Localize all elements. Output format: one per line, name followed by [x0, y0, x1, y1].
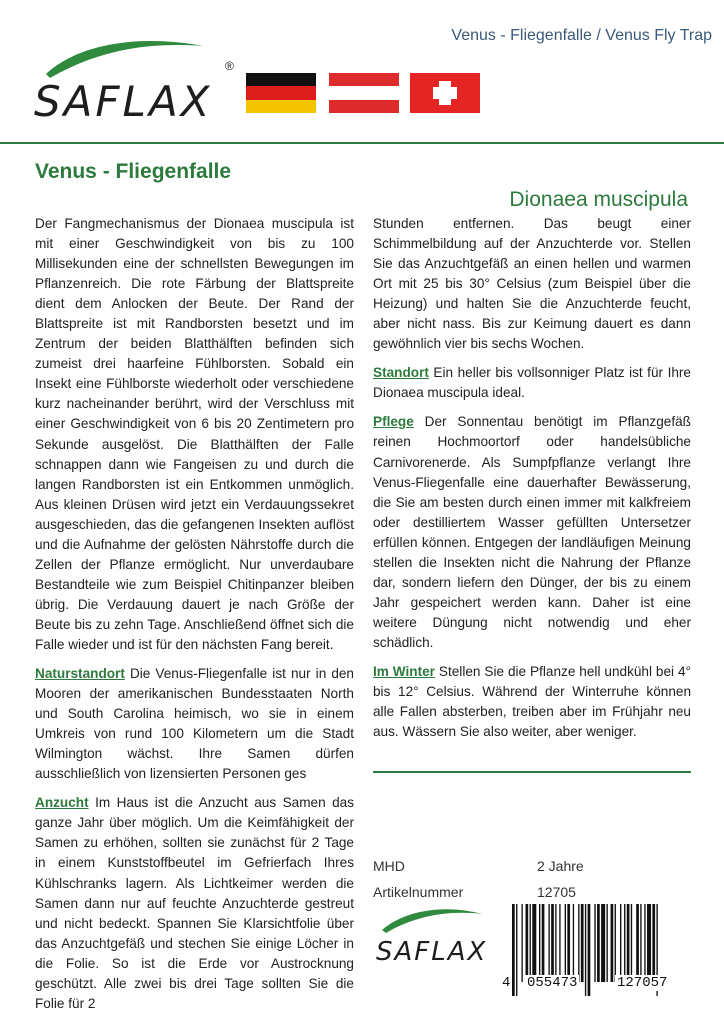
pflege-heading: Pflege	[373, 414, 414, 430]
barcode-bar	[530, 904, 531, 982]
barcode-bar	[652, 904, 655, 982]
standort-text: Ein heller bis vollsonniger Platz ist für Ihre Dionaea muscipula ideal.	[373, 365, 691, 401]
mhd-label: MHD	[373, 858, 405, 874]
barcode-bar	[548, 904, 549, 982]
germany-flag-icon	[246, 73, 316, 113]
pflege-section	[373, 412, 691, 653]
winter-text: Stellen Sie die Pflanze hell undkühl bei 4° bis 12° Celsius. Während der Winterruhe können alle Fallen absterben, treiben aber im Frühjahr neu aus. Wässern Sie also weiter, aber weniger.	[373, 663, 692, 740]
barcode-bar	[647, 904, 651, 982]
latin-name: Dionaea muscipula	[509, 188, 688, 211]
barcode-bar	[559, 904, 560, 982]
barcode-bar	[594, 904, 595, 982]
barcode-bar	[581, 904, 584, 982]
barcode-bar	[521, 904, 522, 982]
naturstandort-text: Die Venus-Fliegenfalle ist nur in den Mooren der amerikanischen Bundesstaaten North und South Carolina heimisch, wo sie in einem Umkreis von rund 100 Kilometern um die Stadt Wilmington wächst. Ihre Samen dürfen ausschließlich von lizensierten Personen ges	[35, 666, 354, 782]
left-column	[35, 214, 354, 1023]
barcode-bar	[585, 904, 586, 996]
mhd-value: 2 Jahre	[537, 858, 584, 874]
barcode-bar	[644, 904, 645, 982]
header-divider	[0, 142, 724, 144]
barcode-bar	[573, 904, 574, 982]
header-title: Venus - Fliegenfalle / Venus Fly Trap	[451, 27, 712, 44]
barcode-bar	[516, 904, 517, 996]
standort-heading: Standort	[373, 365, 429, 381]
right-column	[373, 214, 691, 751]
anzucht-text: Im Haus ist die Anzucht aus Samen das ganze Jahr über möglich. Um die Keimfähigkeit der Samen zu erhöhen, sollten sie zunächst für 2 Tage in einem Kunststoffbeutel im Gefrierfach Ihres Kühlschranks lagern. Als Lichtkeimer werden die Samen dann nur auf feuchte Anzuchterde gestreut und nicht bedeckt. Spannen Sie Klarsichtfolie über das Anzuchtgefäß und stechen Sie einige Löcher in die Folie. So ist die Erde vor Austrocknung geschützt. Alle zwei bis drei Tage sollten Sie die Folie für 2	[35, 795, 354, 1011]
info-divider	[373, 771, 691, 773]
barcode-bar	[627, 904, 630, 982]
logo-small-text: SAFLAX	[376, 937, 488, 967]
barcode-bar	[601, 904, 605, 982]
barcode-bar	[597, 904, 600, 982]
naturstandort-section	[35, 664, 354, 784]
intro-paragraph: Der Fangmechanismus der Dionaea muscipula ist mit einer Geschwindigkeit von bis zu 100 Millisekunden eine der schnellsten Bewegungen im Pflanzenreich. Die rote Färbung der Blattspreite dient dem Anlocken der Beute. Der Rand der Blattspreite ist mit Randborsten besetzt und im Zentrum der beiden Blatthälften befinden sich zumeist drei haarfeine Fühlborsten. Sobald ein Insekt eine Fühlborste wiederholt oder verschiedene kurz nacheinander berührt, wird der Verschluss mit einer Geschwindigkeit von 6 bis 20 Zentimetern pro Sekunde ausgelöst. Die Blatthälften der Falle schnappen dann wie Fangeisen zu und durch die langen Randborsten ist ein Entkommen unmöglich. Aus kleinen Drüsen wird jetzt ein Verdauungssekret ausgeschieden, das die gefangenen Insekten auflöst und die Aufnahme der gelösten Nährstoffe durch die Zellen der Pflanze ermöglicht. Nur unverdaubare Bestandteile wie zum Beispiel Chitinpanzer bleiben übrig. Die Verdauung dauert je nach Größe der Beute bis zu zehn Tage. Anschließend öffnet sich die Falle wieder und ist für den nächsten Fang bereit.	[35, 216, 354, 652]
pflege-text: Der Sonnentau benötigt im Pflanzgefäß reinen Hochmoortorf oder handelsübliche Carnivorenerde. Als Sumpfpflanze verlangt Ihre Venus-Fliegenfalle eine dauerhafter Bewässerung, die Sie am besten durch einen immer mit kalkfreiem oder destilliertem Wasser gefüllten Untersetzer erfüllen können. Entgegen der landläufigen Meinung stellen die Insekten nicht die Nahrung der Pflanze dar, sondern liefern den Dünger, der bis zu einem Jahr gespeichert werden kann. Daher ist eine weitere Düngung nicht notwendig und eher schädlich.	[373, 414, 691, 650]
barcode-bar	[555, 904, 556, 982]
anzucht-heading: Anzucht	[35, 795, 89, 811]
barcode-bar	[640, 904, 641, 982]
article-number-label: Artikelnummer	[373, 884, 464, 900]
naturstandort-heading: Naturstandort	[35, 666, 125, 682]
barcode-bar	[526, 904, 529, 982]
saflax-logo-small	[370, 902, 500, 972]
barcode-bar	[578, 904, 579, 982]
logo-text: SAFLAX	[34, 77, 213, 126]
barcode-right-digits: 127057	[617, 975, 668, 991]
anzucht-continued: Stunden entfernen. Das beugt einer Schimmelbildung auf der Anzuchterde vor. Stellen Sie das Anzuchtgefäß an einen hellen und warmen Ort mit 25 bis 30° Celsius (zum Beispiel über die Heizung) und halten Sie die Anzuchterde feucht, aber nicht nass. Bis zur Keimung dauert es dann gewöhnlich vier bis sechs Wochen.	[373, 216, 691, 352]
switzerland-flag-icon	[410, 73, 480, 113]
barcode-bar	[532, 904, 536, 982]
austria-flag-icon	[329, 73, 399, 113]
barcode-bar	[539, 904, 540, 982]
barcode-first-digit: 4	[502, 975, 511, 991]
barcode-left-digits: 055473	[527, 975, 578, 991]
barcode-bar	[611, 904, 614, 982]
barcode-bar	[615, 904, 616, 982]
barcode-bar	[567, 904, 570, 982]
registered-mark: ®	[225, 59, 234, 73]
barcode-bar	[624, 904, 625, 982]
article-number-value: 12705	[537, 884, 576, 900]
product-title: Venus - Fliegenfalle	[35, 160, 232, 183]
barcode-bar	[631, 904, 632, 982]
barcode-bar	[607, 904, 608, 982]
logo-swoosh-icon	[382, 909, 482, 933]
barcode-bar	[551, 904, 554, 982]
standort-section	[373, 363, 691, 403]
barcode-bar	[565, 904, 566, 982]
winter-section	[373, 662, 691, 742]
barcode-bar	[636, 904, 639, 982]
saflax-logo	[28, 34, 243, 126]
anzucht-section	[35, 793, 354, 1014]
winter-heading: Im Winter	[373, 663, 435, 679]
barcode-bar	[620, 904, 621, 982]
barcode-bar	[588, 904, 591, 996]
barcode-bar	[542, 904, 545, 982]
logo-swoosh-icon	[46, 41, 203, 78]
